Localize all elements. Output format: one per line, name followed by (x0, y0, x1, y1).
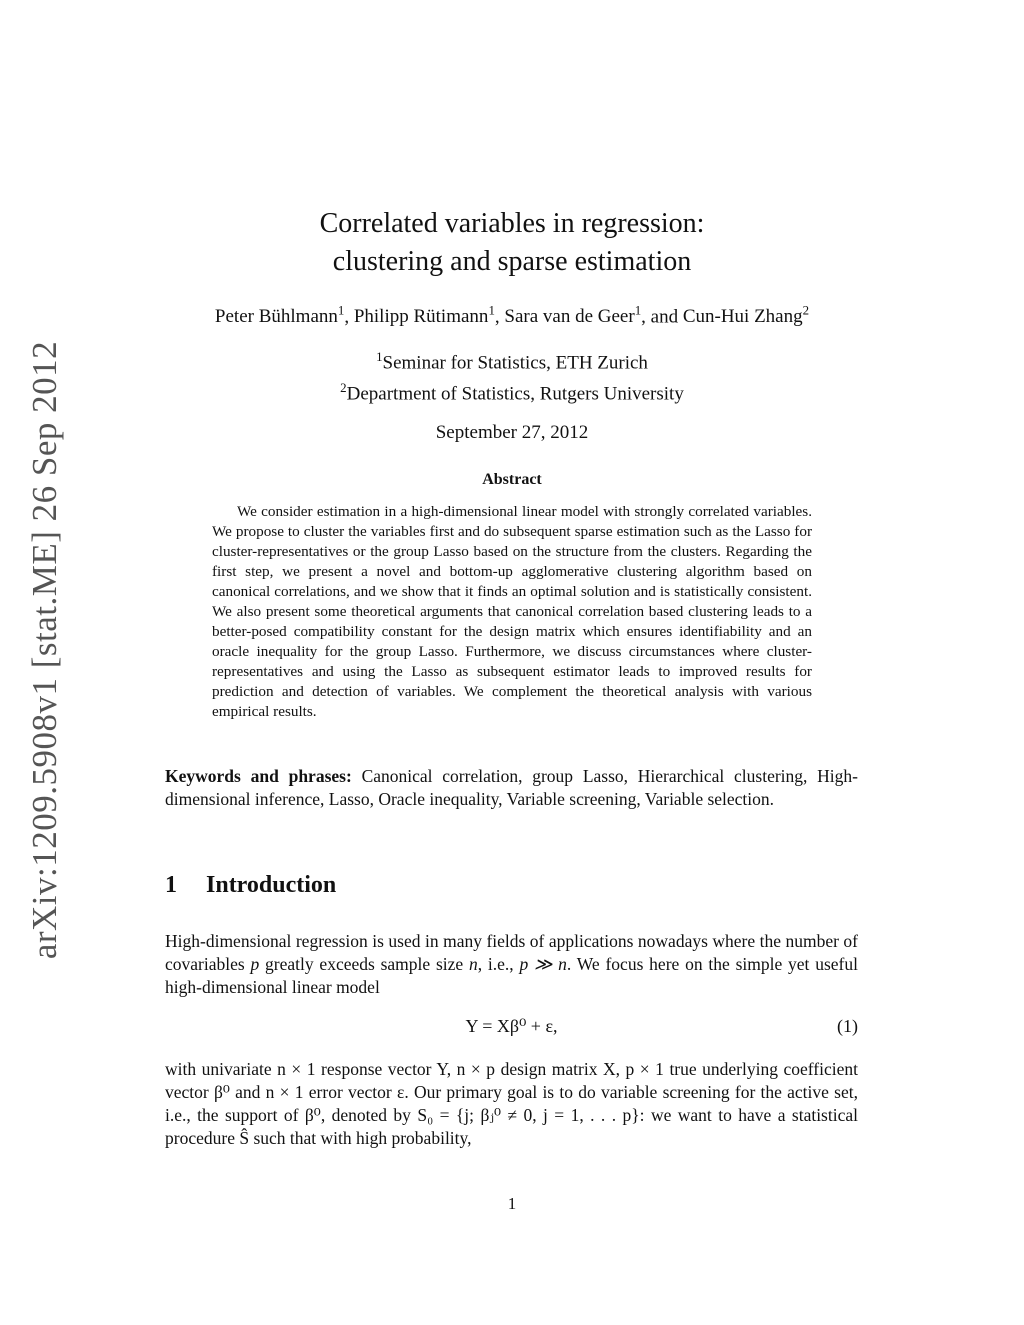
equation-1 (165, 1016, 858, 1042)
author: Cun-Hui Zhang$^2$ (682, 303, 810, 328)
keywords-text: Canonical correlation, group Lasso, Hierarchical clustering, High-dimensional inference, Lasso, Oracle inequality, Variable screening, Variable selection. (165, 766, 859, 809)
intro-paragraph-1: High-dimensional regression is used in many fields of applications nowadays where the number of covariables p greatly exceeds sample size n, i.e., p ≫ n. We focus here on the simple yet useful high-dimensional linear model (165, 931, 858, 997)
arxiv-side-stamp: arXiv:1209.5908v1 [stat.ME] 26 Sep 2012 (25, 340, 64, 960)
section-heading: 1 Introduction (165, 872, 337, 898)
author: Philipp Rütimann$^1$ (353, 303, 495, 328)
page-number: 1 (507, 1194, 517, 1213)
equation-formula: Y = Xβ⁰ + ε, (465, 1016, 558, 1036)
paper-title (0, 205, 1024, 281)
abstract-text: We consider estimation in a high-dimensional linear model with strongly correlated variables. We propose to cluster the variables first and do subsequent sparse estimation such as the Lasso for cluster-representatives or the group Lasso based on the structure from the clusters. Regarding the first step, we present a novel and bottom-up agglomerative clustering algorithm based on canonical correlations, and we show that it finds an optimal solution and is statistically consistent. We also present some theoretical arguments that canonical correlation based clustering leads to a better-posed compatibility constant for the design matrix which ensures identifiability and an oracle inequality for the group Lasso. Furthermore, we discuss circumstances where cluster-representatives and using the Lasso as subsequent estimator leads to improved results for prediction and detection of variables. We complement the theoretical analysis with various empirical results. (212, 503, 812, 720)
title-line-1: Correlated variables in regression: (319, 208, 705, 239)
equation-number: (1) (837, 1016, 858, 1036)
affiliation: $^2$Department of Statistics, Rutgers University (340, 380, 684, 405)
author-list: Peter Bühlmann$^1$, Philipp Rütimann$^1$, Sara van de Geer$^1$, and Cun-Hui Zhang$^2$ (214, 303, 810, 328)
affiliations (0, 344, 1024, 407)
abstract-heading: Abstract (482, 471, 542, 488)
author: Sara van de Geer$^1$ (504, 303, 642, 328)
paper-date: September 27, 2012 (435, 422, 589, 443)
author: Peter Bühlmann$^1$ (214, 303, 345, 328)
keywords (165, 765, 858, 811)
affiliation: $^1$Seminar for Statistics, ETH Zurich (376, 349, 648, 374)
intro-paragraph-2: with univariate n × 1 response vector Y, n × p design matrix X, p × 1 true underlying coefficient vector β⁰ and n × 1 error vector ε. Our primary goal is to do variable screening for the active set, i.e., the support of β⁰, denoted by S₀ = {j; βⱼ⁰ ≠ 0, j = 1, . . . p}: we want to have a statistical procedure Ŝ such that with high probability, (165, 1059, 858, 1148)
keywords-label: Keywords and phrases: (165, 766, 352, 786)
title-line-2: clustering and sparse estimation (332, 246, 692, 277)
